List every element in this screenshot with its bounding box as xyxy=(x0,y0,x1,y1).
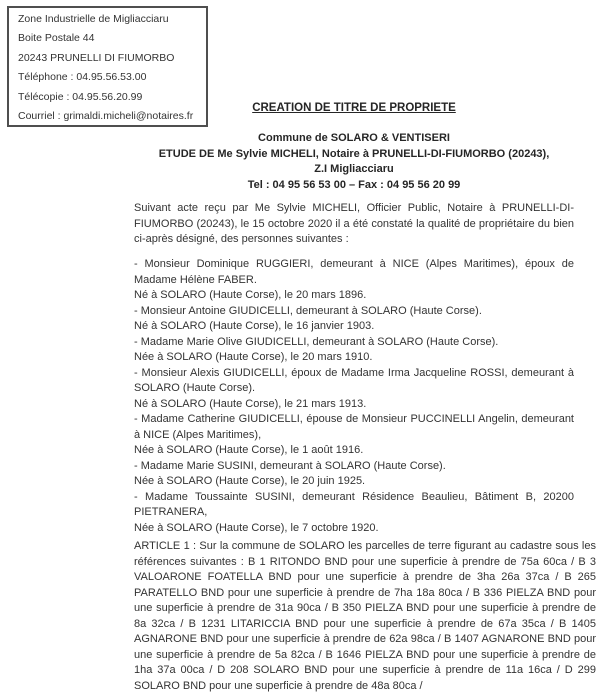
person-line: - Madame Toussainte SUSINI, demeurant Résidence Beaulieu, Bâtiment B, 20200 PIETRANERA, xyxy=(134,490,574,518)
subheader-tel-fax-line: Tel : 04 95 56 53 00 – Fax : 04 95 56 20 99 xyxy=(247,179,461,192)
person-line: - Madame Marie SUSINI, demeurant à SOLARO (Haute Corse). xyxy=(134,459,446,472)
person-birth-line: Née à SOLARO (Haute Corse), le 1 août 1916. xyxy=(134,444,364,456)
person-birth-line: Né à SOLARO (Haute Corse), le 16 janvier 1903. xyxy=(134,320,375,332)
document-title-text: CREATION DE TITRE DE PROPRIETE xyxy=(252,102,456,114)
letterhead-city-line: 20243 PRUNELLI DI FIUMORBO xyxy=(18,51,175,64)
person-birth-line: Né à SOLARO (Haute Corse), le 21 mars 1913. xyxy=(134,397,367,410)
person-birth-line: Née à SOLARO (Haute Corse), le 7 octobre 1920. xyxy=(134,521,379,534)
persons-list xyxy=(134,257,574,536)
document-title xyxy=(134,100,574,116)
letterhead-po-box-line: Boite Postale 44 xyxy=(18,32,95,45)
person-line: - Madame Marie Olive GIUDICELLI, demeurant à SOLARO (Haute Corse). xyxy=(134,335,499,348)
document-subheader xyxy=(134,131,574,194)
article-1-paragraph: ARTICLE 1 : Sur la commune de SOLARO les parcelles de terre figurant au cadastre sous les références suivantes : B 1 RITONDO BND pour une superficie à prendre de 75a 60ca / B 3 VALOARONE FOATELLA BND pour une superficie à prendre de 3ha 26a 37ca / B 265 PARATELLO BND pour une superficie à prendre de 7ha 18a 80ca / B 336 PIELZA BND pour une superficie à prendre de 31a 90ca / B 350 PIELZA BND pour une superficie à prendre de 8a 32ca / B 1231 LITARICCIA BND pour une superficie à prendre de 67a 35ca / B 1405 AGNARONE BND pour une superficie à prendre de 62a 98ca / B 1407 AGNARONE BND pour une superficie à prendre de 5a 82ca / B 1646 PIELZA BND pour une superficie à prendre de 1ha 37a 00ca / D 208 SOLARO BND pour une superficie à prendre de 11a 16ca / D 299 SOLARO BND pour une superficie à prendre de 48a 80ca / xyxy=(134,540,596,692)
person-birth-line: Né à SOLARO (Haute Corse), le 20 mars 1896. xyxy=(134,289,367,301)
person-birth-line: Née à SOLARO (Haute Corse), le 20 juin 1925. xyxy=(134,475,366,487)
person-line: - Monsieur Dominique RUGGIERI, demeurant à NICE (Alpes Maritimes), époux de Madame Hélène FABER. xyxy=(134,258,574,286)
letterhead-fax-line: Télécopie : 04.95.56.20.99 xyxy=(18,90,143,103)
person-birth-line: Née à SOLARO (Haute Corse), le 20 mars 1910. xyxy=(134,351,373,363)
intro-paragraph: Suivant acte reçu par Me Sylvie MICHELI, Officier Public, Notaire à PRUNELLI-DI-FIUMORBO (20243), le 15 octobre 2020 il a été constaté la qualité de propriétaire du bien ci-après désigné, des personnes suivantes : xyxy=(134,202,574,245)
letterhead-phone-line: Téléphone : 04.95.56.53.00 xyxy=(18,71,147,84)
person-line: - Monsieur Alexis GIUDICELLI, époux de Madame Irma Jacqueline ROSSI, demeurant à SOLARO (Haute Corse). xyxy=(134,366,574,394)
subheader-commune-line: Commune de SOLARO & VENTISERI xyxy=(258,132,450,144)
subheader-zone-line: Z.I Migliacciaru xyxy=(314,163,394,176)
subheader-etude-line: ETUDE DE Me Sylvie MICHELI, Notaire à PRUNELLI-DI-FIUMORBO (20243), xyxy=(158,147,550,160)
person-line: - Monsieur Antoine GIUDICELLI, demeurant à SOLARO (Haute Corse). xyxy=(134,304,482,317)
letterhead-address-line: Zone Industrielle de Migliacciaru xyxy=(18,13,169,25)
person-line: - Madame Catherine GIUDICELLI, épouse de Monsieur PUCCINELLI Angelin, demeurant à NICE (Alpes Maritimes), xyxy=(134,413,574,441)
letterhead-email-line: Courriel : grimaldi.micheli@notaires.fr xyxy=(18,110,194,123)
